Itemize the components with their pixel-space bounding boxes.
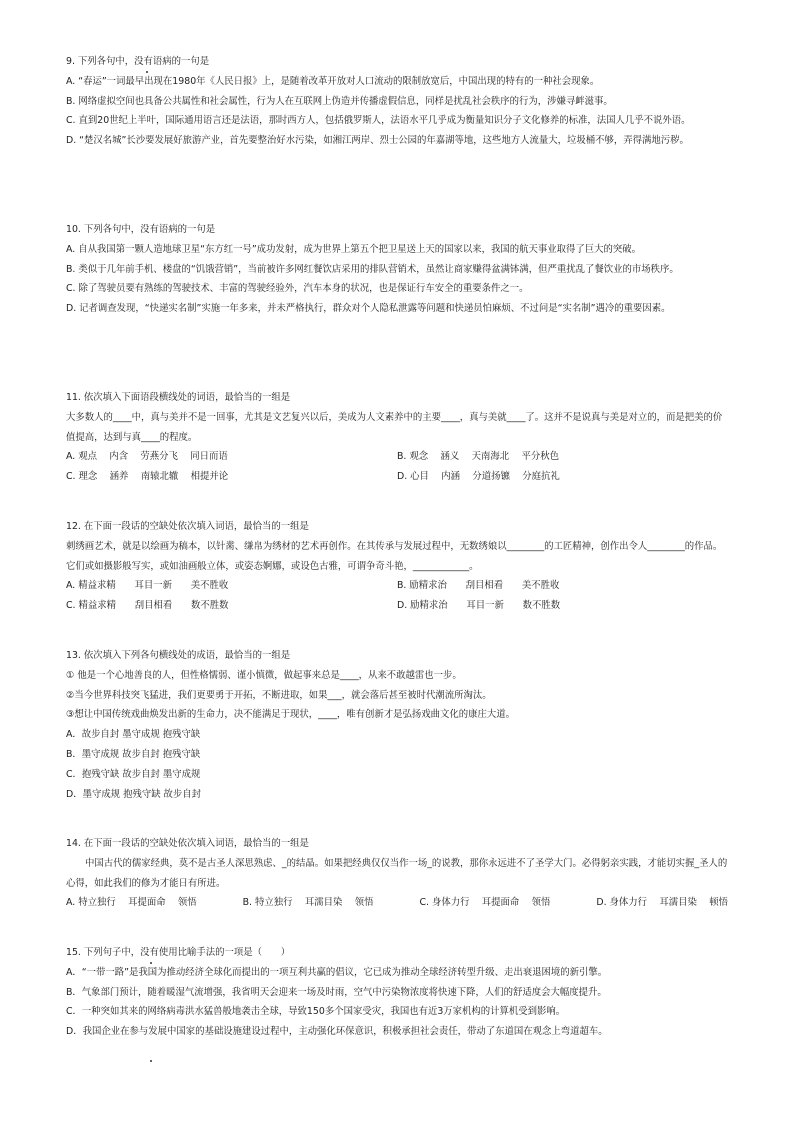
question-12-option-a: A. 精益求精 耳目一新 美不胜收 xyxy=(66,580,229,592)
question-10-stem: 10. 下列各句中，没有语病的一句是 xyxy=(66,224,216,235)
question-15-option-a: A．“一带一路”是我国为推动经济全球化而提出的一项互利共赢的倡议，它已成为推动全球经济转型升级、走出衰退困境的新引擎。 xyxy=(66,966,608,978)
question-12 xyxy=(66,517,728,616)
question-10 xyxy=(66,220,728,319)
question-10-option-a: A. 自从我国第一颗人造地球卫星“东方红一号”成功发射，成为世界上第五个把卫星送上天的国家以来，我国的航天事业取得了巨大的突破。 xyxy=(66,243,642,255)
question-14-option-a: A. 特立独行 耳提面命 领悟 xyxy=(66,897,197,909)
question-11-option-b: B. 观念 涵义 天南海北 平分秋色 xyxy=(397,451,559,463)
question-15-option-c: C．一种突如其来的网络病毒洪水猛兽般地袭击全球，导致150多个国家受灾，我国也有近3万家机构的计算机受到影响。 xyxy=(66,1006,566,1018)
question-12-passage: 刺绣画艺术，就是以绘画为稿本，以针黹、缣帛为绣材的艺术再创作。在其传承与发展过程中，无数绣娘以________的工匠精神，创作出令人________的作品。它们或如摄影般写实，或如油画般立体，或姿态婀娜，或设色古雅，可谓争奇斗艳，____________。 xyxy=(66,540,723,572)
question-12-stem: 12. 在下面一段话的空缺处依次填入词语，最恰当的一组是 xyxy=(66,521,309,532)
question-9-option-b: B. 网络虚拟空间也具备公共属性和社会属性，行为人在互联网上伪造并传播虚假信息，同样是扰乱社会秩序的行为，涉嫌寻衅滋事。 xyxy=(66,95,613,107)
question-12-options-row-2 xyxy=(66,596,728,616)
emphasis-dot xyxy=(150,1060,152,1062)
question-12-options-row-1 xyxy=(66,576,728,596)
question-11-option-c: C. 理念 涵养 南辕北辙 相提并论 xyxy=(66,471,229,483)
question-11-passage: 大多数人的____中，真与美并不是一回事，尤其是文艺复兴以后，美成为人文素养中的主要____，真与美就____了。这并不是说真与美是对立的，而是把美的价值提高，达到与真____的程度。 xyxy=(66,411,723,443)
question-10-option-b: B. 类似于几年前手机、楼盘的“饥饿营销”，当前被许多网红餐饮店采用的排队营销术，虽然让商家赚得盆满钵满，但严重扰乱了餐饮业的市场秩序。 xyxy=(66,263,679,275)
question-14-option-c: C. 身体力行 耳提面命 领悟 xyxy=(419,897,551,909)
question-15-option-d: D．我国企业在参与发展中国家的基础设施建设过程中，主动强化环保意识，积极承担社会责任，带动了东道国在观念上弯道超车。 xyxy=(66,1026,608,1038)
question-13-sentence-2: ②当今世界科技突飞猛进，我们更要勇于开拓，不断进取，如果___，就会落后甚至被时代潮流所淘汰。 xyxy=(66,689,492,701)
question-13-option-b: B．墨守成规 故步自封 抱残守缺 xyxy=(66,748,201,760)
question-14-option-d: D. 身体力行 耳濡目染 顿悟 xyxy=(596,897,728,909)
emphasis-dot xyxy=(146,71,148,73)
question-14-option-b: B. 特立独行 耳濡目染 领悟 xyxy=(242,897,374,909)
question-13-option-d: D．墨守成规 抱残守缺 故步自封 xyxy=(66,788,202,800)
question-12-option-b: B. 励精求治 刮目相看 美不胜收 xyxy=(397,580,560,592)
question-13-option-c: C．抱残守缺 故步自封 墨守成规 xyxy=(66,768,201,780)
question-11-option-d: D. 心目 内涵 分道扬镳 分庭抗礼 xyxy=(397,471,560,483)
question-9 xyxy=(66,52,728,151)
question-12-option-d: D. 励精求治 耳目一新 数不胜数 xyxy=(397,600,561,612)
question-13-option-a: A．故步自封 墨守成规 抱残守缺 xyxy=(66,729,201,741)
question-9-option-a: A. “春运”一词最早出现在1980年《人民日报》上，是随着改革开放对人口流动的限制放宽后，中国出现的特有的一种社会现象。 xyxy=(66,75,600,87)
question-11 xyxy=(66,388,728,487)
question-14 xyxy=(66,834,728,913)
question-14-stem: 14. 在下面一段话的空缺处依次填入词语，最恰当的一组是 xyxy=(66,838,309,849)
question-9-option-d: D. “楚汉名城”长沙要发展好旅游产业，首先要整治好水污染，如湘江两岸、烈士公园的年嘉湖等地，这些地方人流量大，垃圾桶不够，弄得满地污秽。 xyxy=(66,135,689,147)
question-13-sentence-3: ③想让中国传统戏曲焕发出新的生命力，决不能满足于现状，____，唯有创新才是弘扬戏曲文化的康庄大道。 xyxy=(66,709,516,721)
question-15-option-b: B．气象部门预计，随着暖湿气流增强，我省明天会迎来一场及时雨，空气中污染物浓度将快速下降，人们的舒适度会大幅度提升。 xyxy=(66,986,607,998)
question-15 xyxy=(66,943,728,1042)
question-13-stem: 13. 依次填入下列各句横线处的成语，最恰当的一组是 xyxy=(66,650,291,661)
question-14-options-row xyxy=(66,893,728,913)
question-12-option-c: C. 精益求精 刮目相看 数不胜数 xyxy=(66,600,229,612)
question-9-option-c: C. 直到20世纪上半叶，国际通用语言还是法语，那时西方人，包括俄罗斯人，法语水平几乎成为衡量知识分子文化修养的标准，法国人几乎不说外语。 xyxy=(66,115,691,127)
question-11-option-a: A. 观点 内含 劳燕分飞 同日而语 xyxy=(66,451,228,463)
emphasis-dot xyxy=(150,962,152,964)
question-11-stem: 11. 依次填入下面语段横线处的词语，最恰当的一组是 xyxy=(66,392,291,403)
question-10-option-d: D. 记者调查发现，“快递实名制”实施一年多来，并未严格执行，群众对个人隐私泄露等问题和快递员怕麻烦、不过问是“实名制”遇冷的重要因素。 xyxy=(66,303,671,315)
question-14-passage: 中国古代的儒家经典，莫不是古圣人深思熟虑、_的结晶。如果把经典仅仅当作一场_的说教，那你永远进不了圣学大门。必得躬亲实践，才能切实握_圣人的心得，如此我们的修为才能日有所进。 xyxy=(66,857,728,889)
question-15-stem: 15. 下列句子中，没有使用比喻手法的一项是（ ） xyxy=(66,947,291,958)
question-10-option-c: C. 除了驾驶员要有熟练的驾驶技术、丰富的驾驶经验外，汽车本身的状况，也是保证行车安全的重要条件之一。 xyxy=(66,283,529,295)
question-13 xyxy=(66,646,728,804)
question-11-options-row-1 xyxy=(66,447,728,467)
question-9-stem: 9. 下列各句中，没有语病的一句是 xyxy=(66,56,210,67)
question-13-sentence-1: ① 他是一个心地善良的人，但性格懦弱、谨小慎微，做起事来总是____，从来不敢越雷也一步。 xyxy=(66,669,462,681)
question-11-options-row-2 xyxy=(66,467,728,487)
